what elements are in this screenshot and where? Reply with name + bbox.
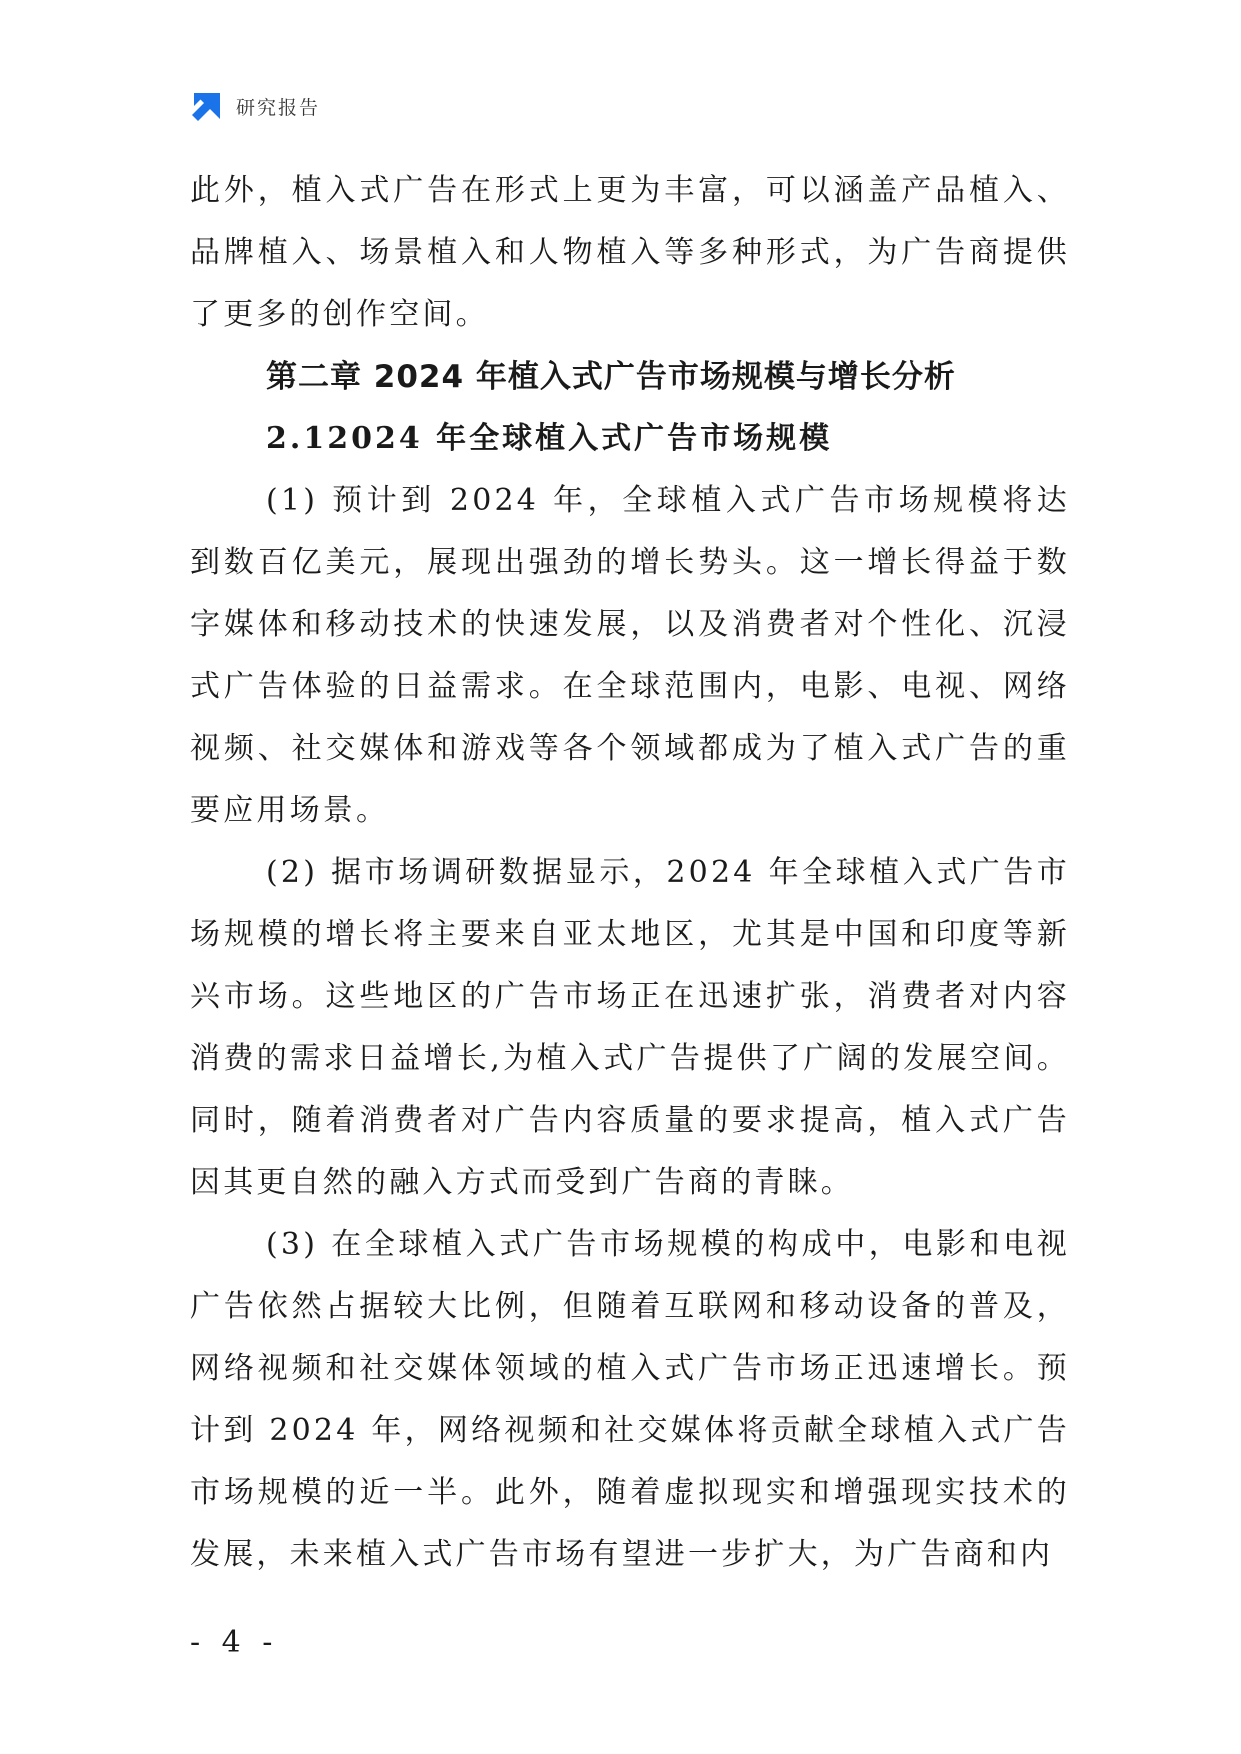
- paragraph-1: (1) 预计到 2024 年，全球植入式广告市场规模将达到数百亿美元，展现出强劲的增长势头。这一增长得益于数字媒体和移动技术的快速发展，以及消费者对个性化、沉浸式广告体验的日益需求。在全球范围内，电影、电视、网络视频、社交媒体和游戏等各个领域都成为了植入式广告的重要应用场景。: [190, 483, 1070, 828]
- paragraph-2: (2) 据市场调研数据显示，2024 年全球植入式广告市场规模的增长将主要来自亚太地区，尤其是中国和印度等新兴市场。这些地区的广告市场正在迅速扩张，消费者对内容消费的需求日益增长,为植入式广告提供了广阔的发展空间。同时，随着消费者对广告内容质量的要求提高，植入式广告因其更自然的融入方式而受到广告商的青睐。: [190, 855, 1070, 1200]
- chapter-title: 第二章 2024 年植入式广告市场规模与增长分析: [266, 359, 956, 395]
- section-title: 2.12024 年全球植入式广告市场规模: [266, 421, 833, 456]
- paragraph-3: (3) 在全球植入式广告市场规模的构成中，电影和电视广告依然占据较大比例，但随着互联网和移动设备的普及，网络视频和社交媒体领域的植入式广告市场正迅速增长。预计到 2024 年，网络视频和社交媒体将贡献全球植入式广告市场规模的近一半。此外，随着虚拟现实和增强现实技术的发展，未来植入式广告市场有望进一步扩大，为广告商和内: [190, 1227, 1070, 1572]
- report-header: [190, 88, 320, 124]
- header-label: 研究报告: [236, 96, 321, 119]
- arrow-up-right-icon: [190, 89, 224, 123]
- page-number: - 4 -: [190, 1625, 279, 1660]
- intro-paragraph: 此外，植入式广告在形式上更为丰富，可以涵盖产品植入、品牌植入、场景植入和人物植入等多种形式，为广告商提供了更多的创作空间。: [190, 173, 1070, 332]
- document-body: [190, 160, 1070, 1586]
